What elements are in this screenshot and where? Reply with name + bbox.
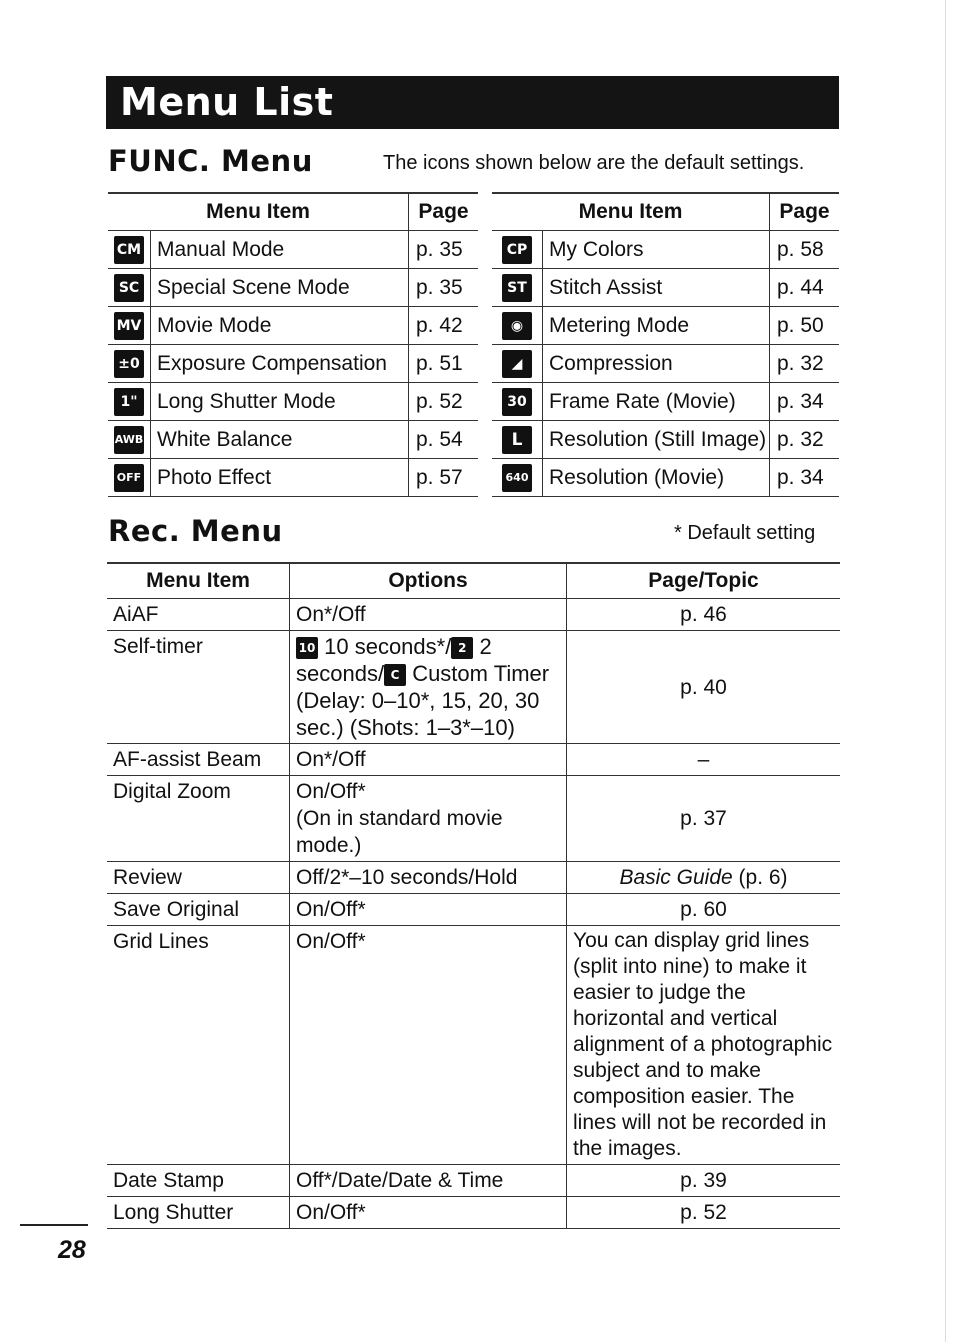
page-number: 28 (58, 1236, 86, 1264)
rec-row-af-assist (107, 744, 840, 776)
stitch-assist-icon: ST (502, 274, 532, 302)
exposure-compensation-icon: ±0 (114, 350, 144, 378)
rec-options: Off*/Date/Date & Time (290, 1165, 567, 1197)
timer-option-custom: Custom Timer (Delay: 0–10*, 15, 20, 30 sec.) (Shots: 1–3*–10) (296, 661, 550, 740)
frame-rate-icon: 30 (502, 388, 532, 416)
func-row-long-shutter (108, 383, 478, 421)
rec-options (290, 776, 567, 862)
rec-header-page: Page/Topic (567, 563, 841, 599)
rec-options: On/Off* (290, 926, 567, 1165)
func-item-label: Special Scene Mode (151, 269, 409, 307)
func-item-label: Photo Effect (151, 459, 409, 497)
func-menu-heading: FUNC. Menu (108, 144, 313, 178)
func-row-movie-mode (108, 307, 478, 345)
func-item-label: Exposure Compensation (151, 345, 409, 383)
func-item-label: Long Shutter Mode (151, 383, 409, 421)
rec-row-digital-zoom (107, 776, 840, 862)
func-row-exposure (108, 345, 478, 383)
rec-row-review (107, 862, 840, 894)
rec-item: Review (107, 862, 290, 894)
resolution-still-icon: L (502, 426, 532, 454)
func-item-page: p. 50 (770, 307, 840, 345)
func-row-compression (492, 345, 839, 383)
func-item-label: Resolution (Movie) (543, 459, 770, 497)
rec-item: Digital Zoom (107, 776, 290, 862)
func-row-resolution-still (492, 421, 839, 459)
func-item-label: Frame Rate (Movie) (543, 383, 770, 421)
rec-page: – (567, 744, 841, 776)
page-number-rule (20, 1224, 88, 1226)
func-item-page: p. 51 (409, 345, 479, 383)
func-row-frame-rate (492, 383, 839, 421)
my-colors-icon: CP (502, 236, 532, 264)
func-item-page: p. 58 (770, 231, 840, 269)
rec-item: AF-assist Beam (107, 744, 290, 776)
rec-options: On*/Off (290, 744, 567, 776)
resolution-movie-icon: 640 (502, 464, 532, 492)
func-item-label: Manual Mode (151, 231, 409, 269)
func-item-label: Metering Mode (543, 307, 770, 345)
func-table-right (492, 192, 839, 497)
func-item-page: p. 32 (770, 421, 840, 459)
manual-mode-icon: CM (114, 236, 144, 264)
rec-item: Grid Lines (107, 926, 290, 1165)
rec-menu-table (107, 562, 840, 1229)
rec-options: On*/Off (290, 599, 567, 631)
func-item-label: White Balance (151, 421, 409, 459)
func-item-page: p. 34 (770, 459, 840, 497)
func-item-label: My Colors (543, 231, 770, 269)
menu-list-banner (106, 76, 839, 129)
rec-options: On/Off* (290, 894, 567, 926)
func-item-page: p. 44 (770, 269, 840, 307)
func-row-my-colors (492, 231, 839, 269)
func-right-header-page: Page (770, 193, 840, 231)
rec-page: You can display grid lines (split into nine) to make it easier to judge the horizontal and vertical alignment of a photographic subject and to make composition easier. The lines will not be recorded in the images. (567, 926, 841, 1165)
func-left-header-page: Page (409, 193, 479, 231)
basic-guide-page: (p. 6) (738, 866, 788, 889)
func-item-label: Compression (543, 345, 770, 383)
rec-page (567, 862, 841, 894)
rec-row-save-original (107, 894, 840, 926)
func-table-left (108, 192, 478, 497)
rec-row-grid-lines (107, 926, 840, 1165)
page-title: Menu List (120, 80, 334, 124)
white-balance-icon: AWB (114, 426, 144, 454)
basic-guide-ref: Basic Guide (619, 866, 733, 889)
special-scene-icon: SC (114, 274, 144, 302)
func-row-white-balance (108, 421, 478, 459)
digital-zoom-note: (On in standard movie mode.) (296, 807, 503, 857)
rec-menu-note: * Default setting (674, 522, 816, 544)
rec-options: On/Off* (290, 1197, 567, 1229)
rec-header-options: Options (290, 563, 567, 599)
func-menu-note: The icons shown below are the default settings. (383, 152, 805, 174)
func-item-page: p. 54 (409, 421, 479, 459)
func-item-page: p. 34 (770, 383, 840, 421)
rec-row-long-shutter (107, 1197, 840, 1229)
rec-page: p. 37 (567, 776, 841, 862)
rec-page: p. 40 (567, 631, 841, 744)
rec-row-aiaf (107, 599, 840, 631)
rec-row-date-stamp (107, 1165, 840, 1197)
func-item-label: Movie Mode (151, 307, 409, 345)
page-edge-line (945, 0, 946, 1342)
rec-page: p. 60 (567, 894, 841, 926)
rec-item: Self-timer (107, 631, 290, 744)
func-row-photo-effect (108, 459, 478, 497)
rec-item: Long Shutter (107, 1197, 290, 1229)
digital-zoom-options: On/Off* (296, 780, 366, 803)
rec-page: p. 39 (567, 1165, 841, 1197)
func-row-stitch-assist (492, 269, 839, 307)
rec-page: p. 52 (567, 1197, 841, 1229)
rec-header-item: Menu Item (107, 563, 290, 599)
func-row-manual-mode (108, 231, 478, 269)
rec-options (290, 631, 567, 744)
func-item-page: p. 52 (409, 383, 479, 421)
func-right-header-item: Menu Item (492, 193, 770, 231)
func-row-resolution-movie (492, 459, 839, 497)
rec-item: Save Original (107, 894, 290, 926)
rec-options: Off/2*–10 seconds/Hold (290, 862, 567, 894)
func-row-special-scene (108, 269, 478, 307)
metering-mode-icon: ◉ (502, 312, 532, 340)
timer-option-2s: 2 seconds/ (296, 634, 492, 686)
func-item-page: p. 35 (409, 231, 479, 269)
func-item-page: p. 35 (409, 269, 479, 307)
func-item-page: p. 32 (770, 345, 840, 383)
movie-mode-icon: MV (114, 312, 144, 340)
timer-option-10s: 10 seconds*/ (324, 634, 452, 659)
timer-2s-icon: 2 (451, 637, 473, 659)
long-shutter-icon: 1" (114, 388, 144, 416)
rec-menu-heading: Rec. Menu (108, 514, 283, 548)
rec-item: AiAF (107, 599, 290, 631)
rec-row-self-timer (107, 631, 840, 744)
func-item-page: p. 42 (409, 307, 479, 345)
timer-10s-icon: 10 (296, 637, 318, 659)
func-item-label: Resolution (Still Image) (543, 421, 770, 459)
custom-timer-icon: C (384, 664, 406, 686)
func-item-label: Stitch Assist (543, 269, 770, 307)
rec-item: Date Stamp (107, 1165, 290, 1197)
func-left-header-item: Menu Item (108, 193, 409, 231)
rec-page: p. 46 (567, 599, 841, 631)
compression-icon: ◢ (502, 350, 532, 378)
func-item-page: p. 57 (409, 459, 479, 497)
photo-effect-icon: OFF (114, 464, 144, 492)
func-row-metering-mode (492, 307, 839, 345)
